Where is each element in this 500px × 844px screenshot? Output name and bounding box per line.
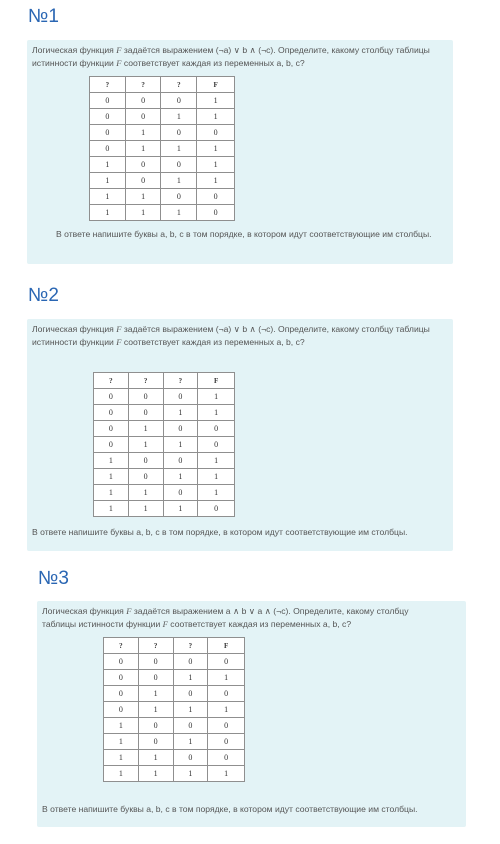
table-cell: 0: [94, 389, 129, 405]
table-cell: 1: [197, 109, 235, 125]
table-cell: 1: [90, 189, 126, 205]
table-cell: 0: [138, 718, 173, 734]
table-cell: 1: [208, 670, 245, 686]
task-number: №1: [28, 6, 59, 27]
table-row: [104, 670, 245, 686]
table-header-cell: ?: [94, 373, 129, 389]
table-cell: 0: [104, 702, 139, 718]
task-number: №2: [28, 285, 59, 306]
table-cell: 0: [163, 453, 198, 469]
table-row: [104, 686, 245, 702]
table-cell: 1: [138, 766, 173, 782]
task-answer: В ответе напишите буквы a, b, c в том порядке, в котором идут соответствующие им столбцы.: [32, 527, 408, 537]
table-cell: 1: [125, 189, 161, 205]
table-cell: 1: [198, 485, 235, 501]
table-cell: 0: [163, 389, 198, 405]
table-header-cell: F: [198, 373, 235, 389]
table-header-row: [90, 77, 235, 93]
table-cell: 0: [128, 389, 163, 405]
table-header-cell: ?: [128, 373, 163, 389]
table-header-row: [104, 638, 245, 654]
truth-table: [89, 76, 235, 221]
table-cell: 0: [90, 109, 126, 125]
table-row: [104, 766, 245, 782]
table-row: [90, 93, 235, 109]
table-cell: 0: [90, 125, 126, 141]
table-cell: 0: [173, 750, 208, 766]
table-cell: 0: [138, 670, 173, 686]
table-cell: 0: [208, 750, 245, 766]
table-cell: 1: [90, 205, 126, 221]
table-header-cell: F: [197, 77, 235, 93]
table-cell: 1: [128, 501, 163, 517]
task-card: [27, 40, 453, 264]
table-row: [104, 718, 245, 734]
table-row: [90, 141, 235, 157]
table-cell: 0: [163, 485, 198, 501]
table-cell: 0: [173, 654, 208, 670]
table-header-cell: ?: [90, 77, 126, 93]
table-row: [90, 205, 235, 221]
table-cell: 1: [104, 734, 139, 750]
table-cell: 0: [128, 469, 163, 485]
table-row: [94, 501, 235, 517]
table-cell: 0: [125, 93, 161, 109]
table-cell: 1: [198, 405, 235, 421]
table-header-cell: ?: [125, 77, 161, 93]
table-cell: 1: [128, 485, 163, 501]
table-cell: 0: [197, 189, 235, 205]
table-cell: 0: [138, 734, 173, 750]
table-cell: 1: [125, 205, 161, 221]
table-row: [104, 654, 245, 670]
table-row: [90, 109, 235, 125]
table-cell: 0: [208, 654, 245, 670]
table-cell: 0: [104, 670, 139, 686]
table-cell: 1: [208, 766, 245, 782]
table-header-cell: ?: [104, 638, 139, 654]
table-cell: 1: [197, 141, 235, 157]
table-cell: 1: [104, 750, 139, 766]
task-card: [37, 601, 466, 827]
table-header-cell: ?: [161, 77, 197, 93]
task-answer: В ответе напишите буквы a, b, c в том порядке, в котором идут соответствующие им столбцы.: [42, 804, 418, 814]
table-row: [94, 405, 235, 421]
table-cell: 0: [198, 437, 235, 453]
task-prompt: Логическая функция F задаётся выражением (¬a) ∨ b ∧ (¬c). Определите, какому столбцу таблицы истинности функции F соответствует каждая из переменных a, b, c?: [32, 45, 430, 68]
table-row: [90, 189, 235, 205]
table-cell: 0: [125, 109, 161, 125]
task-card: [27, 319, 453, 551]
table-header-cell: ?: [173, 638, 208, 654]
table-cell: 1: [104, 766, 139, 782]
table-cell: 1: [197, 157, 235, 173]
table-cell: 1: [104, 718, 139, 734]
table-cell: 0: [208, 686, 245, 702]
table-cell: 1: [173, 702, 208, 718]
table-cell: 0: [128, 405, 163, 421]
table-cell: 0: [208, 718, 245, 734]
table-cell: 1: [94, 469, 129, 485]
table-cell: 0: [161, 93, 197, 109]
table-cell: 0: [128, 453, 163, 469]
table-cell: 0: [125, 157, 161, 173]
table-cell: 0: [90, 141, 126, 157]
task-prompt: Логическая функция F задаётся выражением (¬a) ∨ b ∧ (¬c). Определите, какому столбцу таблицы истинности функции F соответствует каждая из переменных a, b, c?: [32, 324, 430, 347]
table-cell: 1: [163, 501, 198, 517]
table-row: [94, 485, 235, 501]
task-number: №3: [38, 568, 69, 589]
table-cell: 1: [94, 501, 129, 517]
table-cell: 1: [198, 469, 235, 485]
table-cell: 1: [197, 173, 235, 189]
table-row: [94, 421, 235, 437]
table-cell: 1: [138, 750, 173, 766]
table-cell: 1: [128, 437, 163, 453]
table-cell: 0: [197, 205, 235, 221]
table-cell: 0: [208, 734, 245, 750]
table-row: [104, 750, 245, 766]
table-cell: 1: [163, 405, 198, 421]
table-cell: 1: [161, 173, 197, 189]
table-row: [90, 157, 235, 173]
table-cell: 1: [198, 453, 235, 469]
table-row: [104, 734, 245, 750]
truth-table: [103, 637, 245, 782]
table-cell: 1: [163, 437, 198, 453]
table-cell: 1: [94, 453, 129, 469]
table-cell: 0: [161, 125, 197, 141]
table-cell: 0: [198, 421, 235, 437]
table-cell: 1: [208, 702, 245, 718]
table-cell: 1: [173, 670, 208, 686]
table-cell: 1: [198, 389, 235, 405]
table-cell: 0: [161, 189, 197, 205]
table-cell: 0: [104, 654, 139, 670]
table-header-cell: F: [208, 638, 245, 654]
table-header-cell: ?: [138, 638, 173, 654]
table-cell: 0: [173, 686, 208, 702]
table-cell: 0: [173, 718, 208, 734]
table-row: [104, 702, 245, 718]
table-cell: 1: [163, 469, 198, 485]
table-cell: 0: [104, 686, 139, 702]
table-header-row: [94, 373, 235, 389]
table-cell: 0: [125, 173, 161, 189]
table-row: [94, 437, 235, 453]
table-cell: 1: [94, 485, 129, 501]
table-cell: 0: [198, 501, 235, 517]
table-cell: 0: [138, 654, 173, 670]
table-cell: 1: [125, 141, 161, 157]
table-row: [94, 469, 235, 485]
table-cell: 0: [90, 93, 126, 109]
table-row: [94, 453, 235, 469]
table-cell: 1: [138, 686, 173, 702]
table-cell: 1: [138, 702, 173, 718]
table-cell: 0: [94, 437, 129, 453]
table-row: [94, 389, 235, 405]
table-header-cell: ?: [163, 373, 198, 389]
table-cell: 1: [173, 734, 208, 750]
table-cell: 1: [128, 421, 163, 437]
table-cell: 1: [161, 141, 197, 157]
table-cell: 1: [173, 766, 208, 782]
table-cell: 1: [161, 109, 197, 125]
table-row: [90, 173, 235, 189]
table-cell: 1: [125, 125, 161, 141]
table-cell: 0: [163, 421, 198, 437]
task-prompt: Логическая функция F задаётся выражением a ∧ b ∨ a ∧ (¬c). Определите, какому столбцу таблицы истинности функции F соответствует каждая из переменных a, b, c?: [42, 606, 409, 629]
table-cell: 1: [90, 157, 126, 173]
table-cell: 1: [161, 205, 197, 221]
truth-table: [93, 372, 235, 517]
table-cell: 1: [197, 93, 235, 109]
table-cell: 1: [90, 173, 126, 189]
table-cell: 0: [161, 157, 197, 173]
table-cell: 0: [94, 405, 129, 421]
table-cell: 0: [94, 421, 129, 437]
table-row: [90, 125, 235, 141]
table-cell: 0: [197, 125, 235, 141]
task-answer: В ответе напишите буквы a, b, c в том порядке, в котором идут соответствующие им столбцы.: [56, 229, 432, 239]
